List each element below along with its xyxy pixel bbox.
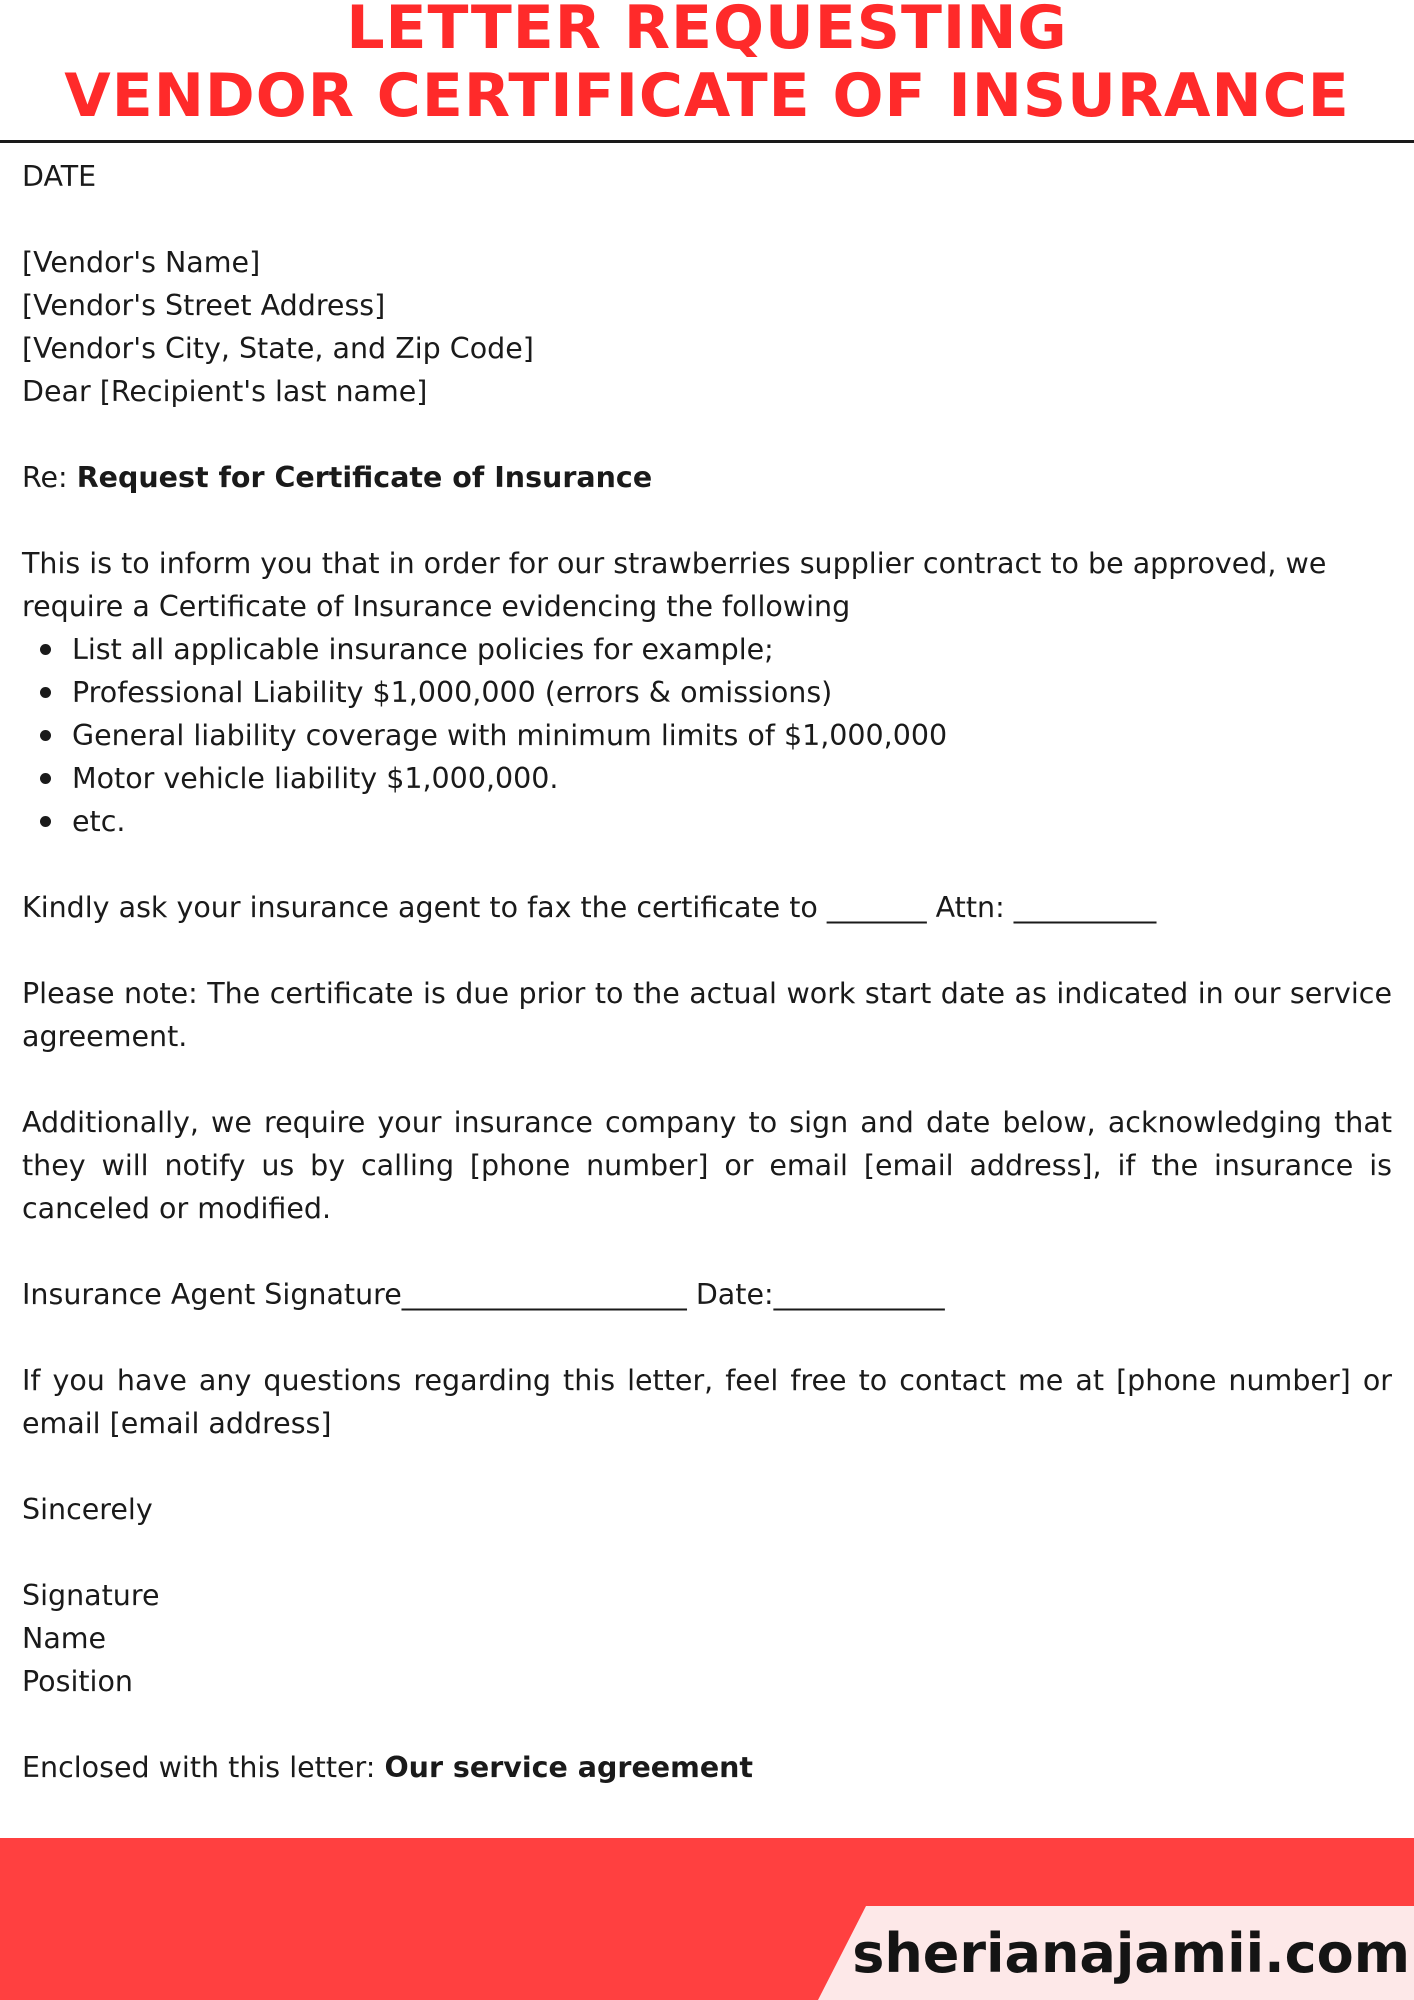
bullet-icon [40,644,51,655]
header-divider [0,140,1414,143]
enclosure-prefix: Enclosed with this letter: [22,1751,385,1784]
title-line-2: VENDOR CERTIFICATE OF INSURANCE [64,61,1350,131]
re-line [22,456,1392,499]
questions-paragraph: If you have any questions regarding this letter, feel free to contact me at [phone number] or email [email address] [22,1364,1392,1440]
vendor-street: [Vendor's Street Address] [22,289,386,322]
spacer [22,843,1392,886]
re-prefix: Re: [22,461,77,494]
spacer [22,413,1392,456]
additional-paragraph: Additionally, we require your insurance company to sign and date below, acknowledging that they will notify us by calling [phone number] or email [email address], if the insurance is canceled or modified. [22,1106,1392,1225]
enclosure-line [22,1746,1392,1789]
agent-signature-line: Insurance Agent Signature____________________ Date:____________ [22,1278,945,1311]
list-item [72,628,1392,671]
list-item [72,757,1392,800]
policy-text: Motor vehicle liability $1,000,000. [72,762,559,795]
intro-paragraph: This is to inform you that in order for our strawberries supplier contract to be approved, we require a Certificate of Insurance evidencing the following [22,547,1327,623]
title-line-1: LETTER REQUESTING [346,0,1068,63]
bullet-icon [40,773,51,784]
salutation: Dear [Recipient's last name] [22,375,428,408]
bullet-icon [40,687,51,698]
list-item [72,800,1392,843]
letter-date: DATE [22,160,97,193]
list-item [72,714,1392,757]
spacer [22,1531,1392,1574]
policy-text: General liability coverage with minimum limits of $1,000,000 [72,719,948,752]
spacer [22,1230,1392,1273]
spacer [22,929,1392,972]
bullet-icon [40,816,51,827]
spacer [22,1316,1392,1359]
vendor-name: [Vendor's Name] [22,246,261,279]
policy-list [22,628,1392,843]
fax-request: Kindly ask your insurance agent to fax the certificate to _______ Attn: __________ [22,891,1157,924]
re-subject: Request for Certificate of Insurance [76,461,653,494]
letter-body [22,155,1392,1789]
policy-text: Professional Liability $1,000,000 (errors & omissions) [72,676,833,709]
spacer [22,198,1392,241]
spacer [22,1703,1392,1746]
closing: Sincerely [22,1493,153,1526]
footer-website: sherianajamii.com [852,1922,1410,1985]
name-label: Name [22,1622,107,1655]
list-item [72,671,1392,714]
policy-text: List all applicable insurance policies for example; [72,633,774,666]
enclosure-item: Our service agreement [384,1751,754,1784]
vendor-city: [Vendor's City, State, and Zip Code] [22,332,534,365]
position-label: Position [22,1665,133,1698]
spacer [22,499,1392,542]
spacer [22,1058,1392,1101]
note-paragraph: Please note: The certificate is due prior to the actual work start date as indicated in our service agreement. [22,977,1392,1053]
signature-label: Signature [22,1579,160,1612]
spacer [22,1445,1392,1488]
policy-text: etc. [72,805,126,838]
bullet-icon [40,730,51,741]
page-header [0,0,1414,140]
